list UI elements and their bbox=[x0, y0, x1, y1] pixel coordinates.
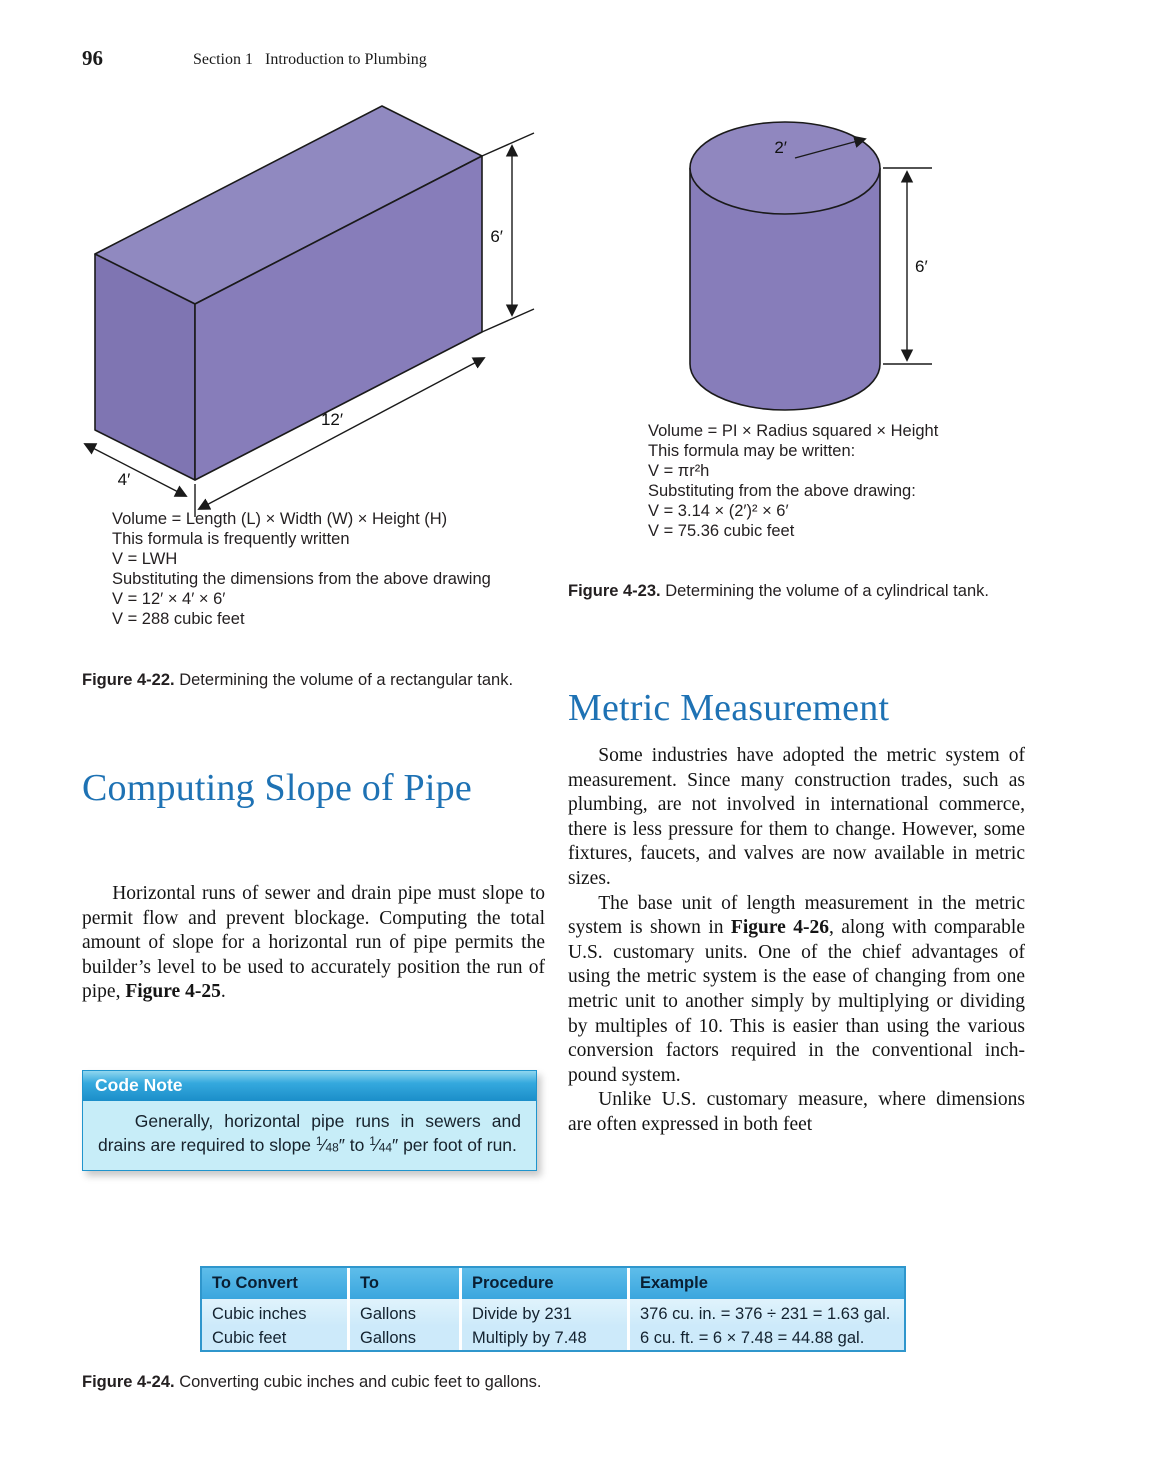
slope-section-title: Computing Slope of Pipe bbox=[82, 767, 472, 809]
box-height-label: 6′ bbox=[490, 227, 503, 246]
cylinder-top-face bbox=[690, 122, 880, 214]
col-header-example: Example bbox=[630, 1268, 904, 1299]
col-header-to-convert: To Convert bbox=[202, 1268, 350, 1299]
fig23-volume-formula: Volume = PI × Radius squared × Height bbox=[648, 422, 939, 440]
fig22-subst-intro: Substituting the dimensions from the above drawing bbox=[112, 570, 491, 588]
fig23-formula-block bbox=[648, 421, 1048, 541]
fig24-caption-text: Converting cubic inches and cubic feet to gallons. bbox=[179, 1373, 542, 1391]
fig22-rectangular-tank-diagram bbox=[82, 100, 562, 522]
table-row bbox=[202, 1299, 904, 1326]
fig22-written-intro: This formula is frequently written bbox=[112, 530, 350, 548]
fig22-subst-line1: V = 12′ × 4′ × 6′ bbox=[112, 590, 226, 608]
fig23-caption-text: Determining the volume of a cylindrical tank. bbox=[665, 582, 989, 600]
fig22-formula-block bbox=[112, 509, 562, 629]
page-number: 96 bbox=[82, 46, 103, 70]
cell-example: 376 cu. in. = 376 ÷ 231 = 1.63 gal. bbox=[630, 1299, 904, 1326]
fig24-caption bbox=[82, 1372, 782, 1394]
fig23-cylindrical-tank-diagram bbox=[655, 112, 975, 422]
box-length-label: 12′ bbox=[320, 410, 344, 429]
fig24-caption-label: Figure 4-24. bbox=[82, 1373, 175, 1391]
fig22-volume-formula: Volume = Length (L) × Width (W) × Height (H) bbox=[112, 510, 448, 528]
fig23-caption bbox=[568, 581, 1026, 603]
cell-procedure: Divide by 231 bbox=[462, 1299, 630, 1326]
table-header-row bbox=[202, 1268, 904, 1299]
cell-procedure: Multiply by 7.48 bbox=[462, 1326, 630, 1350]
metric-paragraph-2: The base unit of length measurement in the metric system is shown in Figure 4-26, along with comparable U.S. customary units. One of the chief advantages of using the metric system is the ease of changing from one metric unit to another simply by multiplying or dividing by multiples of 10. This is easier than using the various conversion factors required in the conventional inch-pound system. bbox=[568, 892, 1025, 1086]
cell-convert: Cubic inches bbox=[202, 1299, 350, 1326]
running-header: Section 1 Introduction to Plumbing bbox=[193, 51, 427, 68]
code-note-body bbox=[83, 1101, 536, 1170]
fig22-caption-text: Determining the volume of a rectangular tank. bbox=[179, 671, 514, 689]
cylinder-height-label: 6′ bbox=[915, 257, 928, 276]
fig22-caption bbox=[82, 670, 550, 692]
cell-to: Gallons bbox=[350, 1299, 462, 1326]
code-note-text: Generally, horizontal pipe runs in sewers and drains are required to slope $^1⁄_{48}''$ to $^1⁄_{44}''$ per foot of run. bbox=[98, 1111, 521, 1155]
fig23-caption-label: Figure 4-23. bbox=[568, 582, 661, 600]
col-header-to: To bbox=[350, 1268, 462, 1299]
metric-paragraph-3: Unlike U.S. customary measure, where dimensions are often expressed in both feet bbox=[568, 1089, 1025, 1135]
fig22-subst-line2: V = 288 cubic feet bbox=[112, 610, 245, 628]
fig22-caption-label: Figure 4-22. bbox=[82, 671, 175, 689]
box-width-label: 4′ bbox=[117, 470, 131, 489]
fig23-written-intro: This formula may be written: bbox=[648, 442, 856, 460]
slope-paragraph: Horizontal runs of sewer and drain pipe must slope to permit flow and prevent blockage. Computing the total amount of slope for a horizontal run of pipe permits the builder’s level to be used to accurately position the run of pipe, Figure 4-25. bbox=[82, 883, 545, 1003]
cylinder-radius-label: 2′ bbox=[774, 138, 787, 157]
fig23-subst-line1: V = 3.14 × (2′)² × 6′ bbox=[648, 502, 789, 520]
col-header-procedure: Procedure bbox=[462, 1268, 630, 1299]
metric-paragraph-1: Some industries have adopted the metric system of measurement. Since many construction trades, such as plumbing, are not involved in international commerce, there is less pressure for them to change. However, some fixtures, faucets, and valves are now available in metric sizes. bbox=[568, 745, 1025, 889]
fig23-written-formula: V = πr²h bbox=[648, 462, 710, 480]
conversion-table bbox=[200, 1266, 906, 1352]
code-note-box bbox=[82, 1070, 537, 1171]
fig22-written-formula: V = LWH bbox=[112, 550, 178, 568]
fig23-subst-line2: V = 75.36 cubic feet bbox=[648, 522, 795, 540]
metric-section-title: Metric Measurement bbox=[568, 687, 890, 729]
table-row bbox=[202, 1326, 904, 1350]
metric-section-body bbox=[568, 744, 1025, 1138]
fig23-subst-intro: Substituting from the above drawing: bbox=[648, 482, 916, 500]
code-note-title: Code Note bbox=[83, 1071, 536, 1101]
cell-convert: Cubic feet bbox=[202, 1326, 350, 1350]
cell-to: Gallons bbox=[350, 1326, 462, 1350]
slope-section-body bbox=[82, 882, 545, 1005]
cell-example: 6 cu. ft. = 6 × 7.48 = 44.88 gal. bbox=[630, 1326, 904, 1350]
